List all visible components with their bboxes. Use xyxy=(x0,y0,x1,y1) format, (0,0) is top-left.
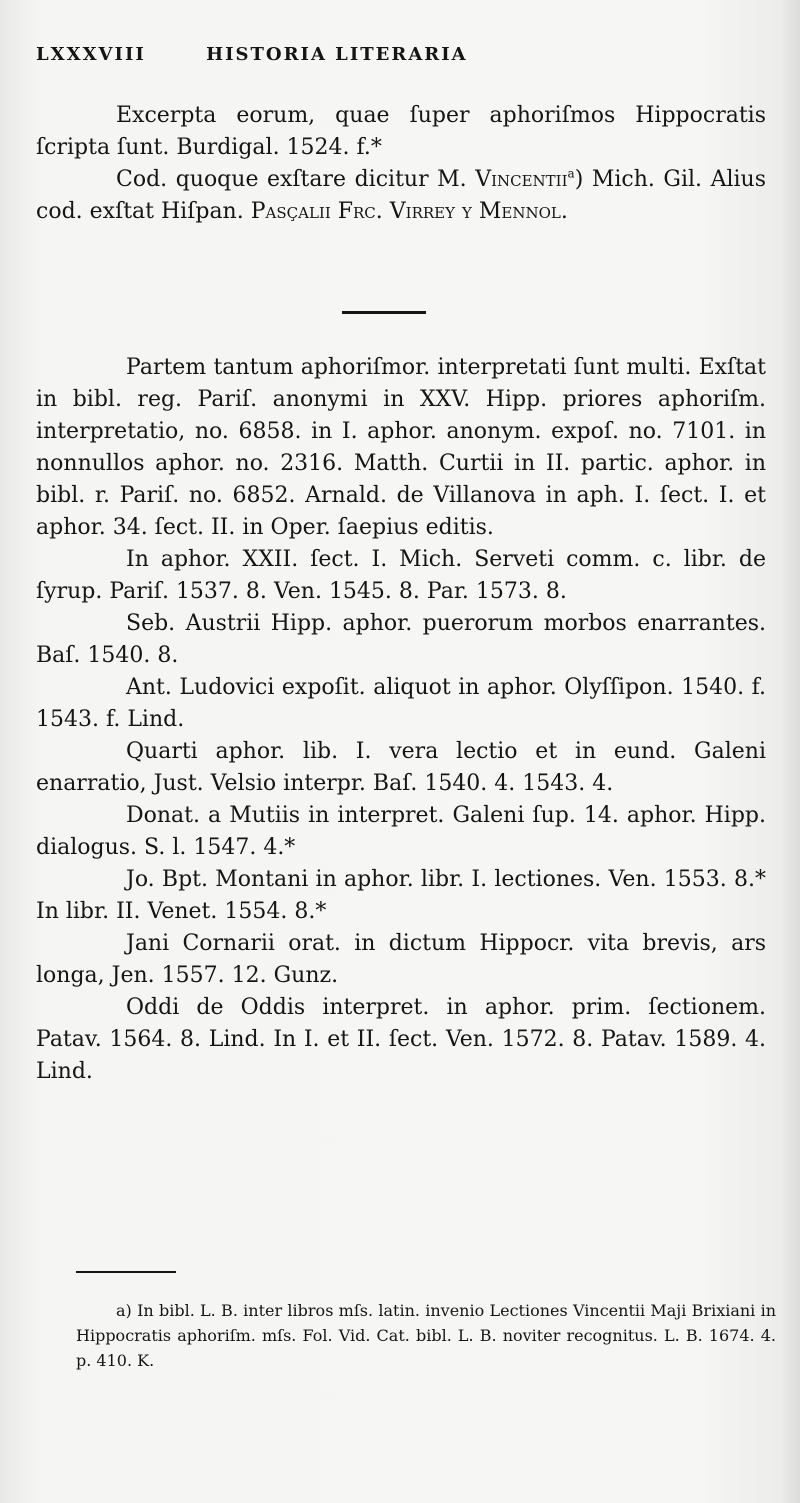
author-pascalii: Pasçalii Frc. Virrey y Mennol. xyxy=(250,199,568,224)
footnote-text: a) In bibl. L. B. inter libros mſs. latin. invenio Lectiones Vincentii Maji Brixiani in Hippocratis aphoriſm. mſs. Fol. Vid. Cat. bibl. L. B. noviter recognitus. L. B. 1674. 4. p. 410. K. xyxy=(76,1301,776,1370)
paragraph-oddis: Oddi de Oddis interpret. in aphor. prim. ſectionem. Patav. 1564. 8. Lind. In I. et II. ſect. Ven. 1572. 8. Patav. 1589. 4. Lind. xyxy=(36,995,766,1084)
author-vincentii: Vincentii xyxy=(475,167,568,192)
codex-text-2: ) Mich. Gil. Alius cod. exſtat Hiſpan. xyxy=(36,167,766,224)
section-excerpta xyxy=(36,100,766,228)
paragraph-montani: Jo. Bpt. Montani in aphor. libr. I. lectiones. Ven. 1553. 8.* In libr. II. Venet. 1554. 8.* xyxy=(36,867,766,924)
codex-text-1: Cod. quoque exſtare dicitur M. xyxy=(116,167,476,192)
section-divider xyxy=(342,311,426,314)
paragraph-codex xyxy=(36,164,766,228)
running-header xyxy=(36,44,776,65)
running-title: HISTORIA LITERARIA xyxy=(206,44,468,65)
section-partial-interpretations xyxy=(36,352,766,1088)
footnote xyxy=(76,1298,776,1373)
footnote-rule xyxy=(76,1271,176,1273)
paragraph-cornarii: Jani Cornarii orat. in dictum Hippocr. vita brevis, ars longa, Jen. 1557. 12. Gunz. xyxy=(36,931,766,988)
page-folio: LXXXVIII xyxy=(36,44,146,65)
paragraph-ludovici: Ant. Ludovici expoſit. aliquot in aphor. Olyſſipon. 1540. f. 1543. f. Lind. xyxy=(36,675,766,732)
footnote-marker: a xyxy=(567,166,575,181)
paragraph-mutiis: Donat. a Mutiis in interpret. Galeni ſup. 14. aphor. Hipp. dialogus. S. l. 1547. 4.* xyxy=(36,803,766,860)
paragraph-serveti: In aphor. XXII. ſect. I. Mich. Serveti comm. c. libr. de ſyrup. Pariſ. 1537. 8. Ven. 1545. 8. Par. 1573. 8. xyxy=(36,547,766,604)
paragraph-partem: Partem tantum aphoriſmor. interpretati ſunt multi. Exſtat in bibl. reg. Pariſ. anonymi in XXV. Hipp. priores aphoriſm. interpretatio, no. 6858. in I. aphor. anonym. expoſ. no. 7101. in nonnullos aphor. no. 2316. Matth. Curtii in II. partic. aphor. in bibl. r. Pariſ. no. 6852. Arnald. de Villanova in aph. I. ſect. I. et aphor. 34. ſect. II. in Oper. ſaepius editis. xyxy=(36,355,766,540)
paragraph-austrii: Seb. Austrii Hipp. aphor. puerorum morbos enarrantes. Baſ. 1540. 8. xyxy=(36,611,766,668)
paragraph-quarti: Quarti aphor. lib. I. vera lectio et in eund. Galeni enarratio, Just. Velsio interpr. Baſ. 1540. 4. 1543. 4. xyxy=(36,739,766,796)
paragraph-excerpta: Excerpta eorum, quae ſuper aphoriſmos Hippocratis ſcripta ſunt. Burdigal. 1524. f.* xyxy=(36,103,766,160)
